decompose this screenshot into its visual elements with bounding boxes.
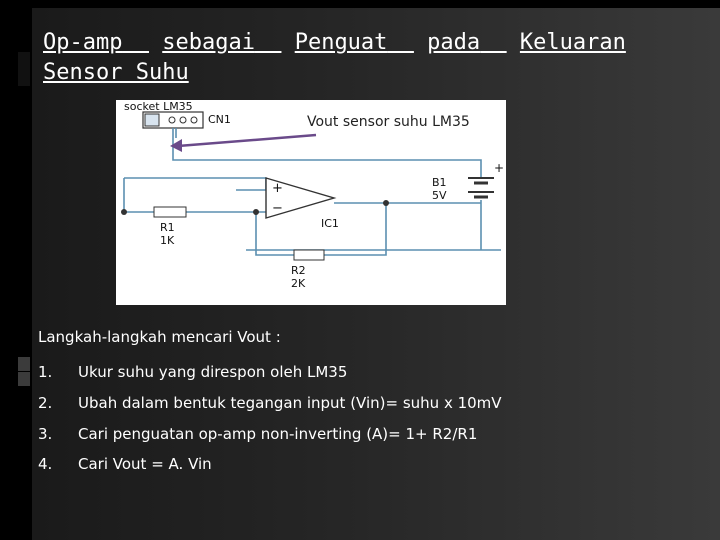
step-text: Ubah dalam bentuk tegangan input (Vin)= suhu x 10mV (78, 394, 502, 412)
opamp-plus-label: + (272, 181, 283, 196)
b1-label: B1 (432, 176, 447, 189)
step-text: Cari Vout = A. Vin (78, 455, 212, 473)
cn1-label: CN1 (208, 113, 231, 126)
steps-intro: Langkah-langkah mencari Vout : (38, 328, 281, 346)
r1-value-label: 1K (160, 234, 175, 247)
title-line-2 (43, 58, 703, 88)
step-number: 1. (38, 363, 53, 381)
circuit-diagram (116, 100, 506, 305)
step-text: Ukur suhu yang direspon oleh LM35 (78, 363, 348, 381)
ic1-label: IC1 (321, 217, 339, 230)
title-line-1 (43, 28, 703, 58)
circuit-figure (116, 100, 506, 305)
slide-title (43, 28, 703, 88)
r1-label: R1 (160, 221, 175, 234)
edge-accent-mid (18, 357, 30, 371)
battery-plus-label: + (494, 161, 505, 175)
callout-text: Vout sensor suhu LM35 (307, 114, 470, 130)
socket-label: socket LM35 (124, 100, 193, 113)
b1-value-label: 5V (432, 189, 447, 202)
step-number: 3. (38, 425, 53, 443)
resistor-r2 (294, 250, 324, 260)
title-word: Keluaran (519, 30, 626, 55)
callout-arrow (170, 135, 316, 152)
edge-accent-mid2 (18, 372, 30, 386)
title-word: Sensor Suhu (43, 60, 189, 85)
opamp-minus-label: − (272, 201, 283, 216)
step-text: Cari penguatan op-amp non-inverting (A)= 1+ R2/R1 (78, 425, 478, 443)
title-word: Penguat (294, 30, 388, 55)
r2-label: R2 (291, 264, 306, 277)
step-number: 2. (38, 394, 53, 412)
lm35-socket (145, 114, 197, 126)
edge-accent-top (18, 52, 30, 86)
step-number: 4. (38, 455, 53, 473)
title-word: sebagai (162, 30, 255, 55)
battery-symbol (468, 178, 494, 197)
title-word: Op-amp (43, 30, 123, 55)
title-word: pada (427, 30, 481, 55)
resistor-r1 (154, 207, 186, 217)
r2-value-label: 2K (291, 277, 306, 290)
